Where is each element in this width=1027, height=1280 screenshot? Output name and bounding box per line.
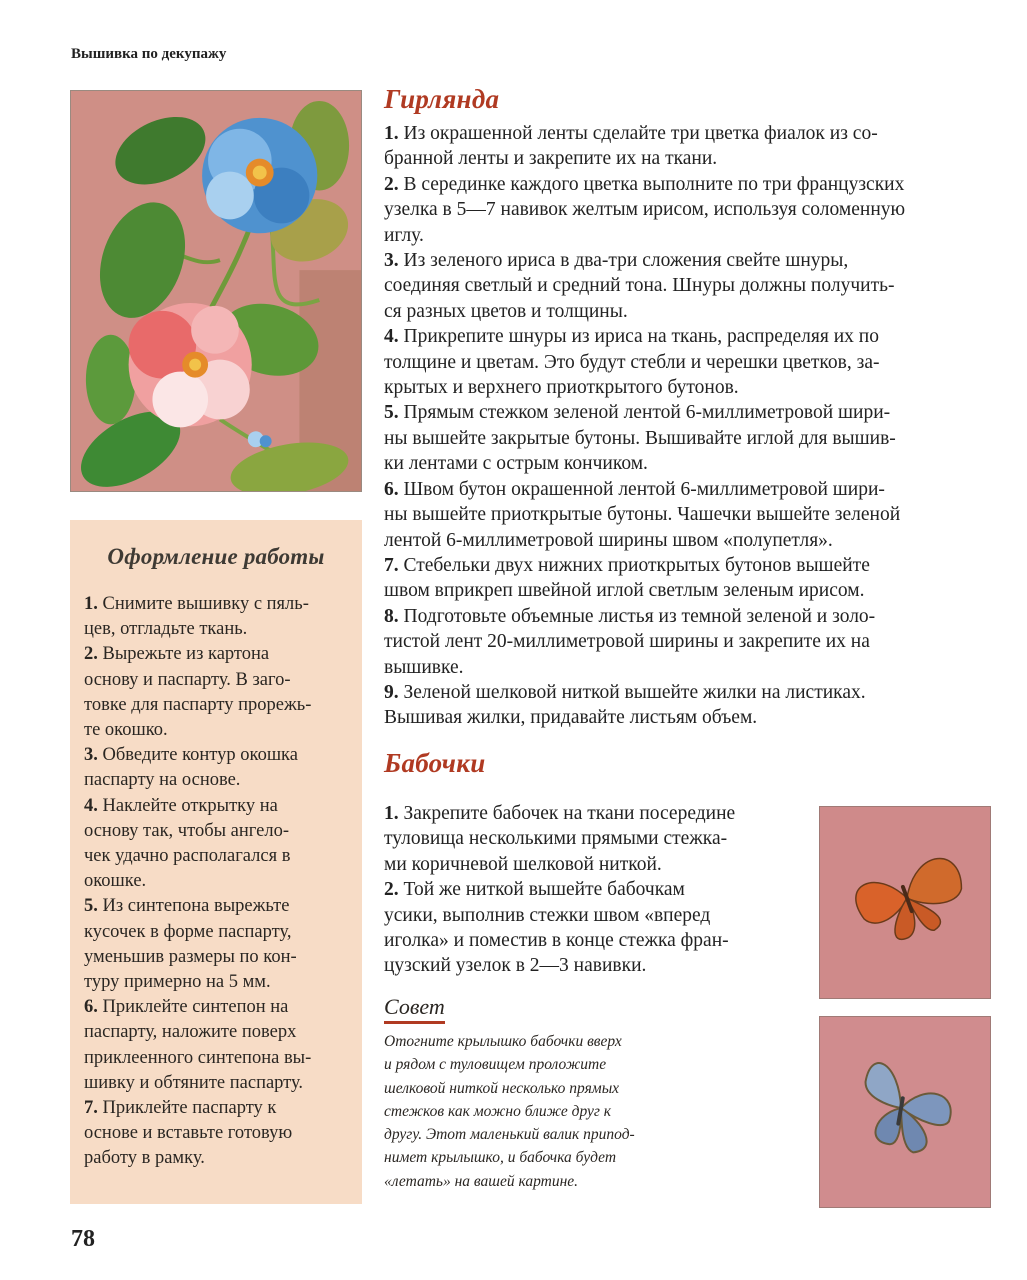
sidebar-step <box>84 995 348 1096</box>
butterflies-section <box>384 748 804 979</box>
step-text: Обведите контур окошка паспарту на основе. <box>84 745 298 791</box>
blue-butterfly-photo <box>819 1016 991 1208</box>
sidebar-step <box>84 743 348 793</box>
step-text: Закрепите бабочек на ткани посередине туловища несколькими прямыми стежка- ми коричневой шелковой ниткой. <box>384 803 736 875</box>
step-number: 2. <box>84 644 98 665</box>
step-number: 6. <box>384 478 399 500</box>
garland-step <box>384 121 994 172</box>
step-text: Приклейте паспарту к основе и вставьте готовую работу в рамку. <box>84 1098 293 1169</box>
step-text: Прямым стежком зеленой лентой 6-миллиметровой шири- ны вышейте закрытые бутоны. Вышивайте иглой для вышив- ки лентами с острым кончиком. <box>384 402 896 475</box>
sidebar-steps-list <box>84 592 348 1172</box>
step-number: 4. <box>384 326 399 348</box>
sidebar-step <box>84 592 348 642</box>
step-text: Из синтепона вырежьте кусочек в форме паспарту, уменьшив размеры по кон- туру примерно на 5 мм. <box>84 896 297 993</box>
tip-text: Отогните крылышко бабочки вверх и рядом с туловищем проложите шелковой ниткой несколько прямых стежков как можно ближе друг к другу. Этот маленький валик припод- нимет крылышко, и бабочка будет «летать» на вашей картине. <box>384 1033 635 1190</box>
butterflies-step <box>384 801 804 877</box>
butterflies-step <box>384 877 804 979</box>
step-text: Из окрашенной ленты сделайте три цветка фиалок из со- бранной ленты и закрепите их на ткани. <box>384 123 878 170</box>
step-text: Подготовьте объемные листья из темной зеленой и золо- тистой лент 20-миллиметровой ширины и закрепите их на вышивке. <box>384 605 876 678</box>
step-text: Приклейте синтепон на паспарту, наложите поверх приклеенного синтепона вы- шивку и обтяните паспарту. <box>84 997 312 1093</box>
step-number: 8. <box>384 605 399 627</box>
garland-step <box>384 324 994 400</box>
butterflies-steps-list <box>384 801 804 979</box>
step-number: 4. <box>84 795 98 816</box>
step-text: Той же ниткой вышейте бабочкам усики, выполнив стежки швом «вперед иголка» и поместив в конце стежка фран- цузский узелок в 2—3 навивки. <box>384 879 729 977</box>
garland-section <box>384 84 994 731</box>
sidebar-step <box>84 894 348 995</box>
step-number: 2. <box>384 173 399 195</box>
sidebar-box <box>70 520 362 1204</box>
step-text: Швом бутон окрашенной лентой 6-миллиметровой шири- ны вышейте приоткрытые бутоны. Чашечки вышейте зеленой лентой 6-миллиметровой ширины швом «полупетля». <box>384 478 901 551</box>
garland-step <box>384 680 994 731</box>
step-number: 2. <box>384 879 399 901</box>
step-text: Прикрепите шнуры из ириса на ткань, распределяя их по толщине и цветам. Это будут стебли и черешки цветков, за- крытых и верхнего приоткрытого бутонов. <box>384 326 880 399</box>
sidebar-step <box>84 794 348 895</box>
step-text: Зеленой шелковой ниткой вышейте жилки на листиках. Вышивая жилки, придавайте листьям объем. <box>384 681 866 729</box>
sidebar-step <box>84 1096 348 1172</box>
step-number: 7. <box>384 554 399 576</box>
step-number: 1. <box>384 803 399 824</box>
step-text: В серединке каждого цветка выполните по три французских узелка в 5—7 навивок желтым ирисом, используя соломенную иглу. <box>384 173 906 246</box>
garland-step <box>384 400 994 476</box>
garland-step <box>384 248 994 324</box>
step-number: 1. <box>84 594 98 614</box>
step-number: 5. <box>384 402 399 424</box>
tip-box <box>384 994 684 1193</box>
garland-step <box>384 477 994 553</box>
embroidery-flowers-photo <box>70 90 362 492</box>
step-number: 6. <box>84 997 98 1018</box>
garland-steps-list <box>384 121 994 731</box>
step-text: Снимите вышивку с пяль- цев, отгладьте ткань. <box>84 594 309 640</box>
garland-step <box>384 604 994 680</box>
tip-title: Совет <box>384 994 445 1024</box>
step-number: 1. <box>384 123 399 144</box>
orange-butterfly-photo <box>819 806 991 999</box>
garland-title: Гирлянда <box>384 84 500 114</box>
sidebar-step <box>84 642 348 743</box>
step-number: 3. <box>384 250 399 272</box>
step-text: Из зеленого ириса в два-три сложения свейте шнуры, соединяя светлый и средний тона. Шнуры должны получить- ся разных цветов и толщины. <box>384 250 895 322</box>
page-number: 78 <box>71 1226 95 1252</box>
garland-step <box>384 172 994 248</box>
step-number: 9. <box>384 681 399 703</box>
garland-step <box>384 553 994 604</box>
step-text: Стебельки двух нижних приоткрытых бутонов вышейте швом вприкреп швейной иглой светлым зеленым ирисом. <box>384 554 870 602</box>
step-text: Наклейте открытку на основу так, чтобы ангело- чек удачно располагался в окошке. <box>84 795 291 892</box>
step-text: Вырежьте из картона основу и паспарту. В заго- товке для паспарту прорежь- те окошко. <box>84 644 312 741</box>
step-number: 5. <box>84 896 98 917</box>
running-head: Вышивка по декупажу <box>71 46 227 62</box>
sidebar-title: Оформление работы <box>107 544 325 569</box>
step-number: 3. <box>84 745 98 766</box>
step-number: 7. <box>84 1098 98 1119</box>
butterflies-title: Бабочки <box>384 748 486 778</box>
